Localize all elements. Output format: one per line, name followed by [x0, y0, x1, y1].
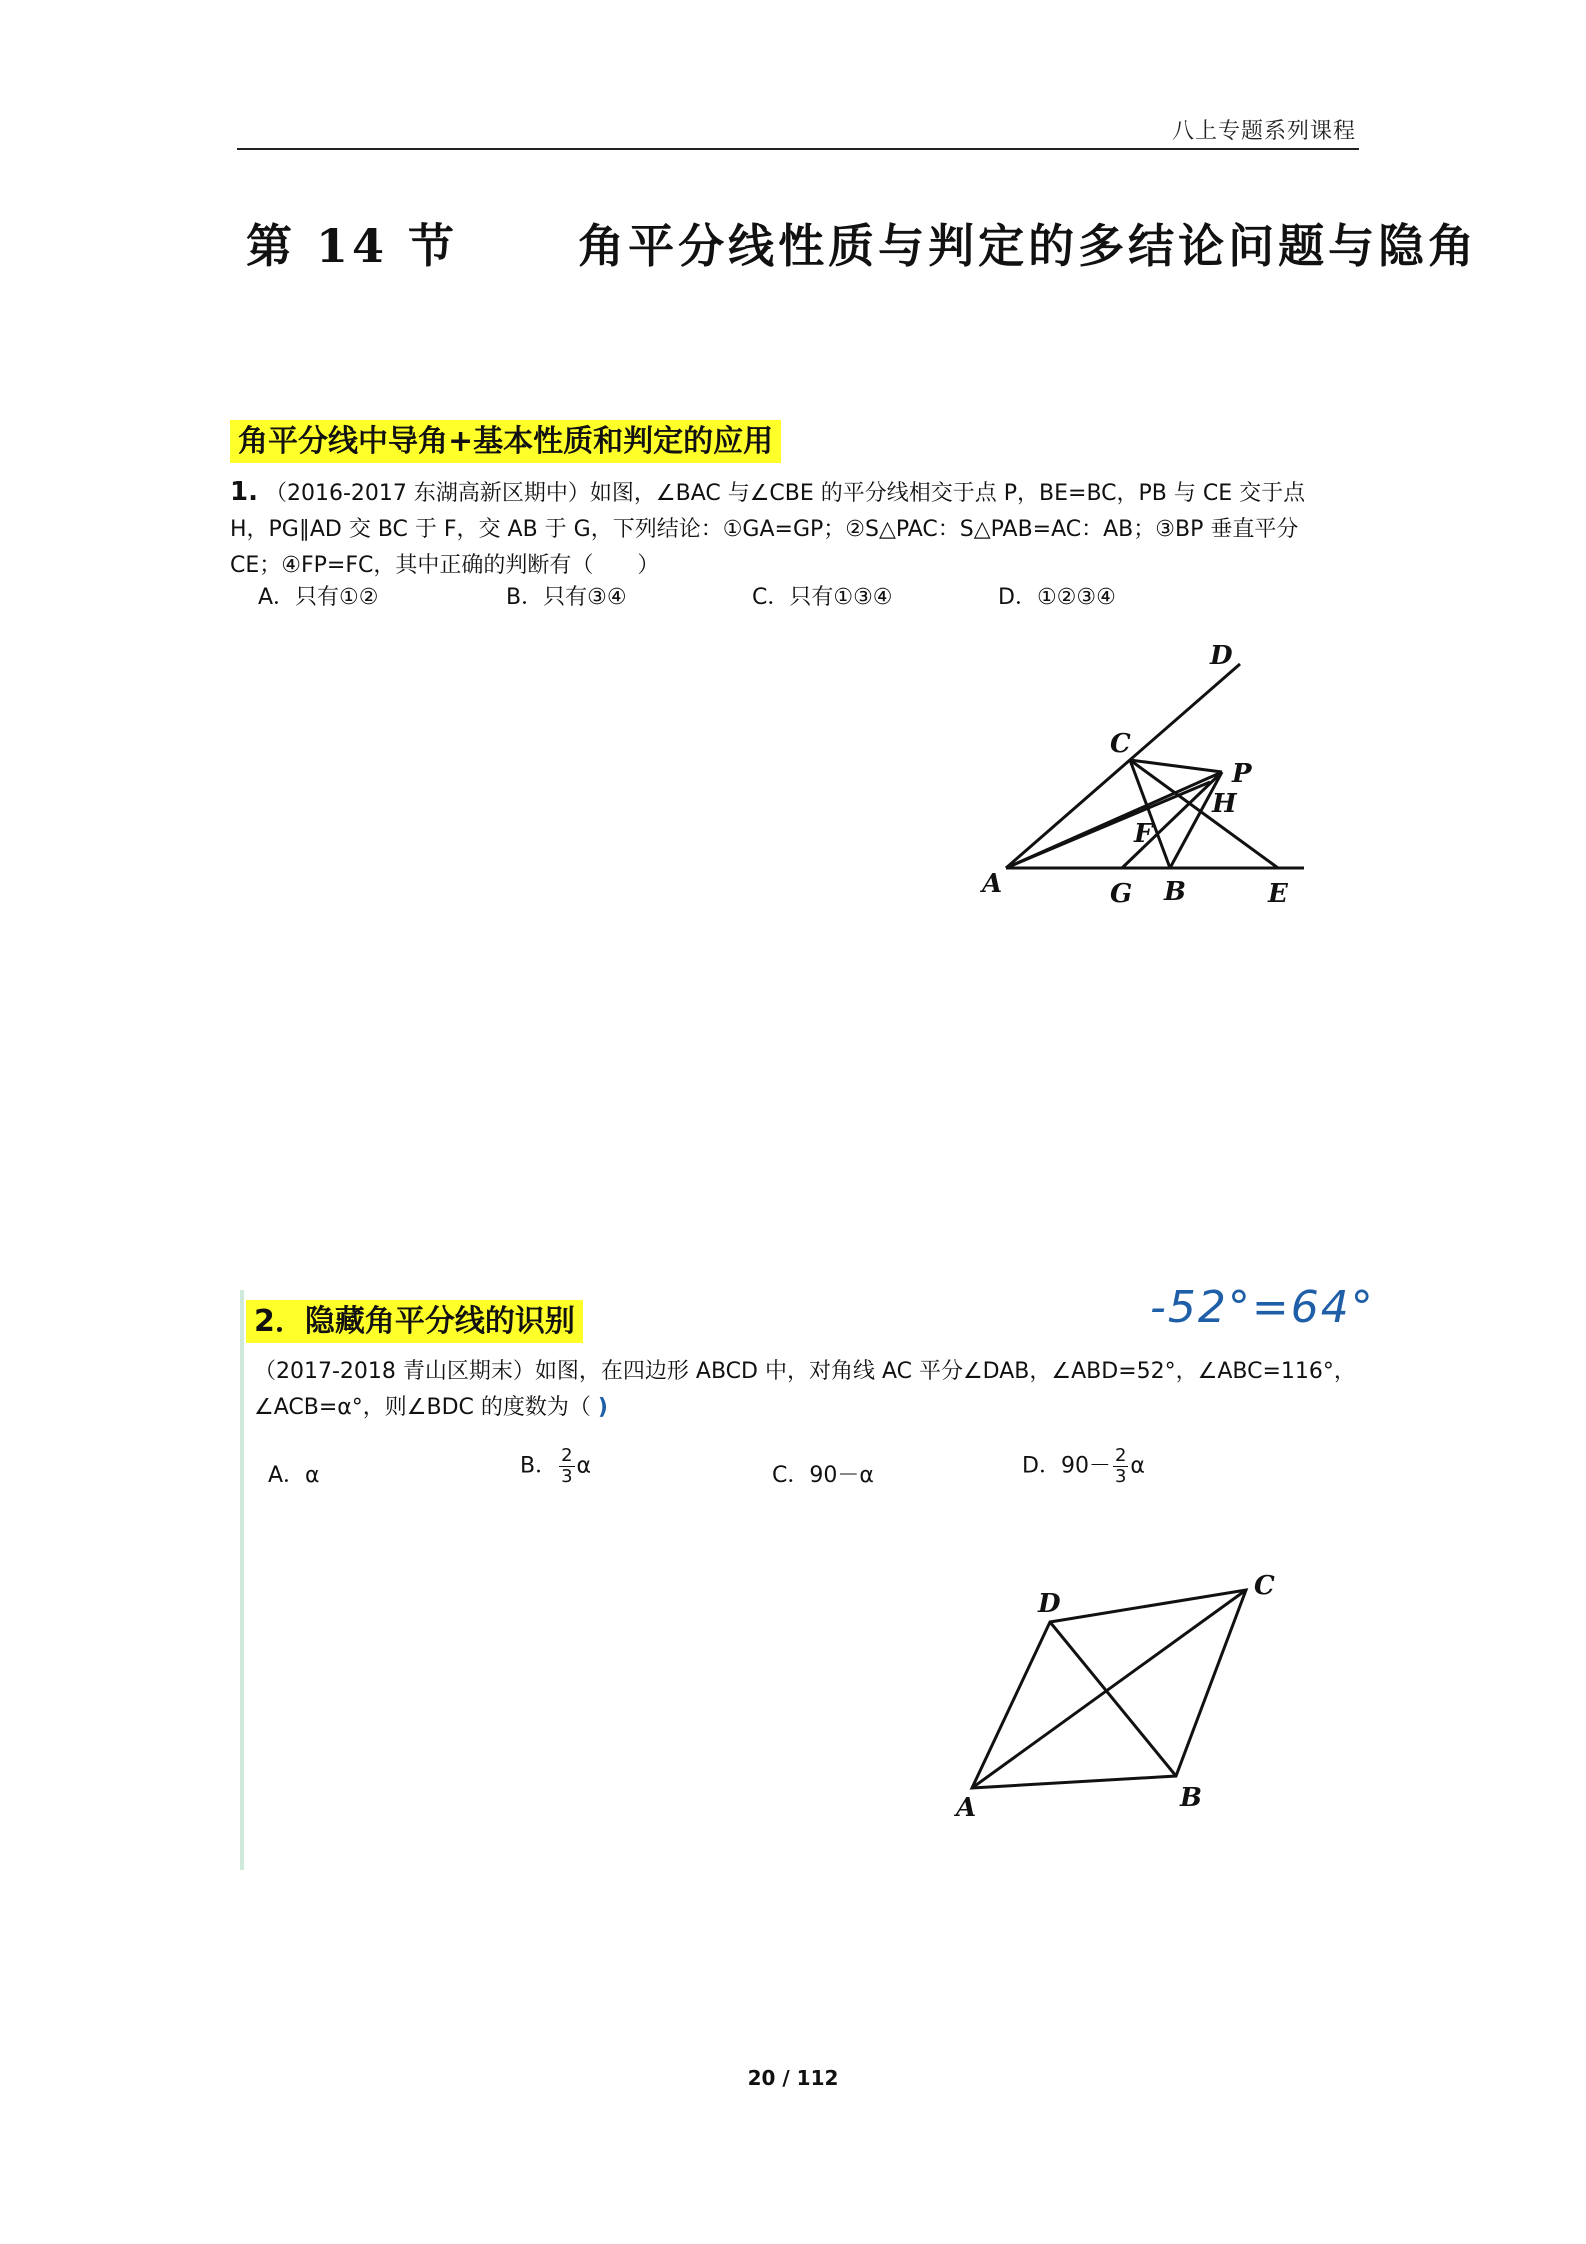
question-1-number: 1.	[230, 477, 258, 507]
figure-2-lines	[972, 1590, 1246, 1788]
section2-heading-text: 2．隐藏角平分线的识别	[246, 1300, 583, 1343]
option-b-prefix: B．	[520, 1453, 558, 1479]
section2-sidebar-accent	[240, 1290, 244, 1870]
question-2-option-d	[1022, 1446, 1145, 1487]
question-2-handwritten-paren: )	[597, 1395, 608, 1420]
figure-1-label-g: G	[1110, 879, 1133, 909]
option-d-denominator: 3	[1114, 1466, 1127, 1487]
figure-2-label-a: A	[956, 1793, 977, 1823]
section-title: 角平分线性质与判定的多结论问题与隐角	[578, 219, 1479, 273]
option-d-numerator: 2	[1114, 1445, 1127, 1466]
option-b-numerator: 2	[561, 1445, 573, 1466]
figure-1-label-b: B	[1164, 877, 1186, 907]
question-1-option-a: A．只有①②	[258, 585, 379, 610]
figure-2-label-c: C	[1254, 1571, 1275, 1601]
figure-1-label-c: C	[1110, 729, 1131, 759]
option-d-prefix: D．90－	[1022, 1453, 1111, 1479]
figure-2-label-d: D	[1038, 1589, 1061, 1619]
page-number: 20 / 112	[747, 2066, 839, 2090]
question-1	[230, 474, 1350, 584]
question-2-option-b	[520, 1446, 591, 1487]
question-2-option-a: A．α	[268, 1463, 320, 1488]
figure-1-lines	[1006, 664, 1304, 868]
figure-1-label-e: E	[1268, 879, 1288, 909]
header-course-name: 八上专题系列课程	[1171, 119, 1356, 144]
option-b-suffix: α	[576, 1453, 592, 1479]
handwritten-note: -52°=64°	[1150, 1282, 1375, 1333]
section-number: 第 14 节	[246, 219, 459, 273]
figure-1-label-d: D	[1210, 641, 1233, 671]
question-1-option-d: D．①②③④	[998, 585, 1116, 610]
question-1-figure	[980, 640, 1320, 910]
figure-1-label-a: A	[982, 869, 1003, 899]
option-b-fraction	[559, 1446, 574, 1487]
figure-1-label-h: H	[1212, 789, 1237, 819]
section1-heading-text: 角平分线中导角+基本性质和判定的应用	[230, 420, 781, 463]
option-d-suffix: α	[1130, 1453, 1145, 1479]
option-b-denominator: 3	[561, 1466, 573, 1487]
figure-1-label-f: F	[1134, 819, 1153, 849]
header-divider	[237, 148, 1359, 150]
page-title	[246, 210, 1478, 276]
section1-heading	[230, 416, 781, 460]
question-2-option-c: C．90－α	[772, 1463, 874, 1488]
question-2	[254, 1354, 1374, 1426]
question-2-text: （2017-2018 青山区期末）如图，在四边形 ABCD 中，对角线 AC 平分∠DAB，∠ABD=52°，∠ABC=116°，∠ACB=α°，则∠BDC 的度数为（	[254, 1359, 1356, 1420]
question-1-text: （2016-2017 东湖高新区期中）如图，∠BAC 与∠CBE 的平分线相交于点 P，BE=BC，PB 与 CE 交于点 H，PG∥AD 交 BC 于 F，交 AB 于 G，下列结论：①GA=GP；②S△PAC：S△PAB=AC：AB；③BP 垂直平分 CE；④FP=FC，其中正确的判断有（ ）	[230, 481, 1306, 578]
option-d-fraction	[1113, 1446, 1128, 1487]
section2-heading	[246, 1296, 583, 1340]
question-1-option-b: B．只有③④	[506, 585, 627, 610]
question-1-option-c: C．只有①③④	[752, 585, 893, 610]
question-2-figure	[940, 1560, 1280, 1830]
figure-2-label-b: B	[1180, 1783, 1202, 1813]
figure-1-label-p: P	[1232, 759, 1252, 789]
